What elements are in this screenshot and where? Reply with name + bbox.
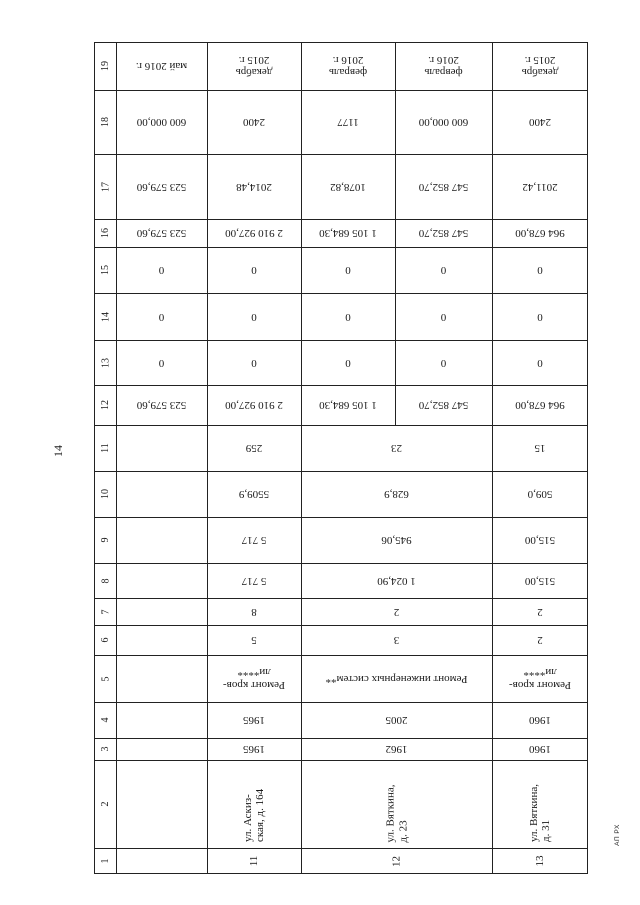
column-number: 7: [99, 609, 111, 614]
table-cell: 0: [345, 310, 351, 323]
row-number: [116, 848, 207, 874]
column-number: 15: [99, 265, 111, 275]
address-cell: ул. Вяткина, д. 23: [384, 784, 409, 842]
table-cell: 1960: [529, 743, 551, 756]
address-cell: [116, 760, 207, 848]
table-cell: 628,9: [384, 488, 409, 501]
table-cell: 0: [537, 264, 543, 277]
table-cell: 1078,82: [330, 180, 366, 193]
table-cell: 0: [440, 310, 447, 323]
table-cell: 3: [393, 634, 400, 647]
table-cell: [116, 655, 207, 702]
column-number: 13: [99, 357, 111, 368]
table-cell: 2400: [529, 116, 551, 129]
table-cell: Ремонт кров- ли****: [509, 666, 571, 691]
table-cell: 964 678,00: [515, 399, 565, 412]
table-cell: [116, 425, 207, 471]
table-cell: 2: [393, 605, 400, 618]
column-number: 10: [99, 489, 111, 499]
table-cell: 0: [158, 264, 165, 277]
table-cell: 523 579,60: [136, 227, 187, 240]
table-cell: [116, 738, 207, 760]
address-cell: ул. Вяткина, д. 31: [527, 784, 552, 842]
table-cell: 2005: [385, 714, 408, 727]
table-cell: [116, 598, 207, 625]
row-number: 12: [390, 855, 403, 867]
table-cell: 0: [440, 356, 447, 369]
table-cell: 15: [534, 442, 546, 455]
column-number: 5: [99, 676, 111, 681]
column-number: 19: [99, 61, 111, 71]
table-cell: 5: [251, 634, 257, 647]
table-cell: Ремонт кров- ли****: [223, 666, 285, 691]
table-cell: 515,00: [524, 534, 556, 547]
table-cell: [116, 517, 207, 563]
table-cell: 0: [251, 264, 257, 277]
column-number: 11: [99, 443, 111, 453]
table-cell: 945,06: [381, 534, 412, 547]
table-cell: 23: [391, 442, 402, 455]
table-cell: 0: [158, 356, 165, 369]
table-cell: 259: [245, 442, 263, 455]
table-cell: декабрь 2015 г.: [521, 54, 559, 79]
table-cell: 1 105 684,30: [319, 399, 377, 412]
table-cell: [116, 625, 207, 655]
column-number: 12: [99, 400, 111, 410]
table-cell: 600 000,00: [418, 116, 469, 129]
table-cell: 5 717: [241, 534, 267, 547]
address-cell: ул. Аскиз- ская, д. 164: [241, 788, 266, 842]
table-cell: 509,0: [527, 488, 553, 501]
table-cell: 5 717: [241, 574, 267, 587]
table-cell: 2011,42: [522, 180, 558, 193]
table-cell: 547 852,70: [418, 180, 469, 193]
table-cell: 1177: [337, 116, 359, 129]
column-number: 3: [99, 746, 111, 752]
column-number: 9: [99, 537, 111, 543]
column-number: 1: [99, 858, 111, 864]
row-number: 11: [247, 855, 260, 867]
table-cell: 523 579,60: [136, 180, 187, 193]
table-cell: 0: [251, 310, 257, 323]
table-cell: февраль 2016 г.: [328, 54, 368, 79]
table-cell: 1960: [529, 714, 551, 727]
table-cell: [116, 702, 207, 738]
table-cell: декабрь 2015 г.: [235, 54, 273, 79]
table-cell: 2: [537, 634, 543, 647]
table-cell: 2014,48: [236, 180, 272, 193]
table-cell: 1 105 684,30: [319, 227, 377, 240]
table-cell: февраль 2016 г.: [424, 54, 463, 79]
column-number: 2: [99, 801, 111, 807]
table-cell: 600 000,00: [136, 116, 187, 129]
table-cell: 0: [440, 264, 447, 277]
table-cell: 547 852,70: [418, 399, 469, 412]
table-cell: 1965: [243, 714, 265, 727]
column-number: 17: [99, 181, 111, 192]
column-number: 8: [99, 578, 111, 583]
table-cell: 2400: [243, 116, 265, 129]
table-cell: 5509,9: [238, 488, 270, 501]
table-cell: 1962: [385, 743, 408, 756]
table-cell: 547 852,70: [418, 227, 469, 240]
footer-mark: АП РХ: [614, 824, 621, 846]
column-number: 6: [99, 637, 111, 643]
table-cell: 0: [345, 264, 351, 277]
table-cell: 0: [537, 310, 543, 323]
page-number: 14: [51, 445, 65, 457]
table-cell: 0: [537, 356, 543, 369]
table-cell: 8: [251, 605, 257, 618]
column-number: 16: [99, 228, 111, 238]
table-cell: 2 910 927,00: [225, 399, 283, 412]
table-cell: 1 024,90: [377, 574, 416, 587]
table-cell: [116, 471, 207, 517]
table-cell: [116, 563, 207, 598]
table-cell: 0: [345, 356, 351, 369]
table-cell: 0: [158, 310, 165, 323]
table-cell: 523 579,60: [136, 399, 187, 412]
table-cell: 2: [537, 605, 543, 618]
table-cell: Ремонт инженерных систем**: [325, 672, 468, 685]
table-cell: май 2016 г.: [135, 60, 188, 73]
column-number: 14: [99, 311, 111, 322]
table-cell: 515,00: [524, 574, 556, 587]
table-cell: 0: [251, 356, 257, 369]
row-number: 13: [533, 855, 546, 867]
table-cell: 1965: [243, 743, 265, 756]
column-number: 4: [99, 717, 111, 723]
table-cell: 2 910 927,00: [225, 227, 283, 240]
column-number: 18: [99, 117, 111, 127]
table-cell: 964 678,00: [515, 227, 565, 240]
